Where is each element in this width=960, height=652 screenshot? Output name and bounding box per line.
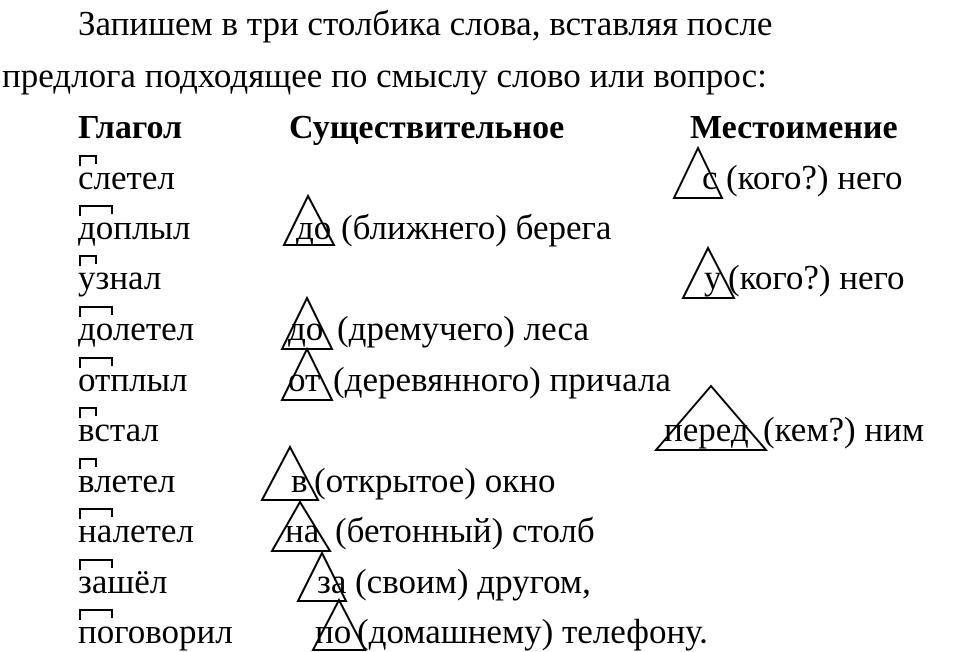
verb-word: налетел [78,511,194,550]
phrase-rest: (своим) другом, [355,562,591,601]
phrase-rest: (дремучего) леса [337,309,590,348]
preposition-triangle [674,148,722,198]
preposition: в [291,461,308,500]
verb-word: долетел [78,309,195,348]
preposition: от [288,360,321,399]
prefix-bracket [80,408,96,418]
verb-word: доплыл [78,208,191,247]
phrase-rest: (домашнему) телефону. [357,612,708,651]
header-verb: Глагол [78,109,183,146]
prefix-bracket [80,256,96,266]
preposition: до [296,208,332,247]
preposition: перед [664,410,749,449]
preposition-triangles [262,148,766,650]
header-noun: Существительное [289,109,565,146]
prefix-bracket [80,156,96,166]
preposition-triangle [298,553,346,601]
preposition: за [317,562,347,601]
preposition-triangle [284,196,334,245]
preposition-triangle [683,248,734,298]
verb-word: слетел [78,158,175,197]
verb-word: встал [78,410,159,449]
prefix-bracket [80,610,112,620]
prefix-bracket [80,358,112,368]
preposition-triangle [272,502,330,551]
prefix-brackets [80,156,112,620]
preposition-triangle [282,349,332,400]
verb-word: отплыл [78,360,188,399]
preposition-triangle [313,600,365,650]
preposition: до [288,309,324,348]
prefix-bracket [80,307,112,317]
phrase-rest: (кем?) ним [763,410,925,449]
preposition: с [702,158,718,197]
verb-word: зашёл [78,562,168,601]
preposition-triangle [262,447,318,500]
intro-line-1: Запишем в три столбика слова, вставляя после [78,4,773,43]
intro-line-2: предлога подходящее по смыслу слово или вопрос: [2,56,767,95]
prefix-bracket [80,560,112,570]
verb-word: влетел [78,461,176,500]
phrase-rest: (бетонный) столб [335,511,595,550]
header-pronoun: Местоимение [690,109,898,146]
verb-word: поговорил [78,612,233,651]
preposition-triangle [282,298,332,349]
prefix-bracket [80,206,112,216]
prefix-bracket [80,459,96,469]
preposition: у [704,258,722,297]
verb-word: узнал [78,258,162,297]
phrase-rest: (деревянного) причала [333,360,671,399]
preposition-triangle [656,386,766,450]
prefix-bracket [80,509,112,519]
phrase-rest: (открытое) окно [314,461,556,500]
phrase-rest: (кого?) него [728,258,905,297]
phrase-rest: (ближнего) берега [341,208,612,247]
preposition: по [315,612,352,651]
phrase-rest: (кого?) него [726,158,903,197]
preposition: на [285,511,320,550]
